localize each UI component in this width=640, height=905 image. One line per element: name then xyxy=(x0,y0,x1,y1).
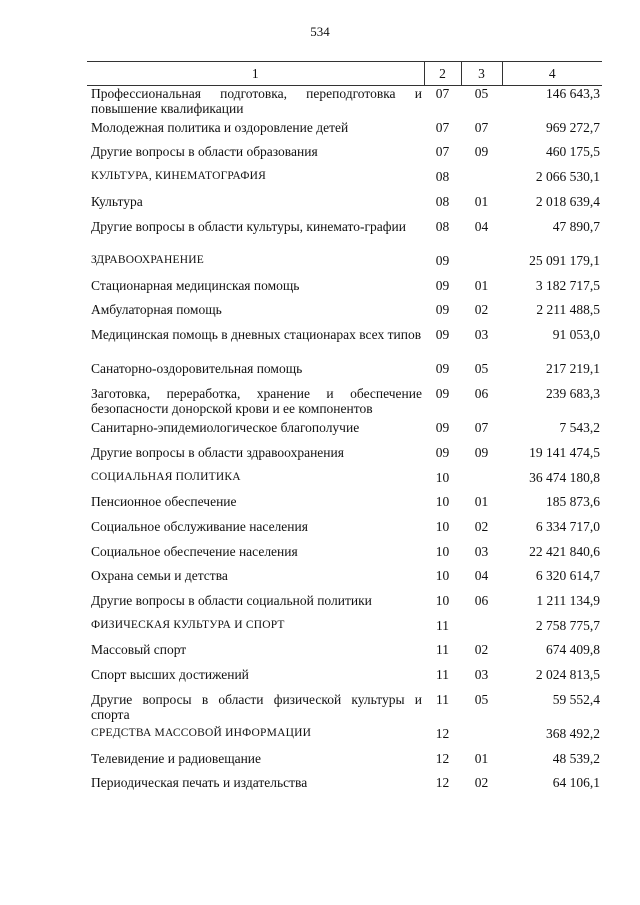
row-section: 11 xyxy=(436,642,449,658)
row-amount: 7 543,2 xyxy=(559,420,600,436)
table-row xyxy=(87,726,602,751)
row-name: Амбулаторная помощь xyxy=(91,302,222,318)
row-section: 07 xyxy=(435,86,450,101)
row-subsection: 05 xyxy=(474,361,489,377)
table-row xyxy=(87,751,602,776)
header-col-1: 1 xyxy=(87,62,424,86)
row-amount: 2 024 813,5 xyxy=(535,667,600,683)
row-amount: 6 320 614,7 xyxy=(535,568,600,584)
row-name: Другие вопросы в области образования xyxy=(91,144,318,160)
row-amount: 1 211 134,9 xyxy=(536,593,600,608)
table-row xyxy=(87,692,602,726)
row-name: Стационарная медицинская помощь xyxy=(91,277,300,293)
table-row xyxy=(87,568,602,593)
row-subsection: 05 xyxy=(474,691,489,707)
row-amount: 2 066 530,1 xyxy=(535,169,600,185)
row-name: Культура xyxy=(91,193,143,209)
row-subsection xyxy=(461,169,502,194)
row-subsection: 01 xyxy=(474,750,489,766)
row-section: 07 xyxy=(435,119,450,135)
row-subsection: 02 xyxy=(474,642,489,658)
row-amount: 460 175,5 xyxy=(546,144,600,160)
row-amount: 22 421 840,6 xyxy=(529,543,600,559)
row-section: 09 xyxy=(435,252,450,268)
table-row xyxy=(87,618,602,643)
row-name: Социальное обеспечение населения xyxy=(91,543,298,559)
row-subsection xyxy=(461,726,502,751)
row-subsection: 01 xyxy=(474,193,489,209)
row-name: ФИЗИЧЕСКАЯ КУЛЬТУРА И СПОРТ xyxy=(91,618,285,631)
row-section: 10 xyxy=(435,518,450,534)
row-amount: 6 334 717,0 xyxy=(535,518,600,534)
row-name: Охрана семьи и детства xyxy=(91,568,228,584)
row-name: СОЦИАЛЬНАЯ ПОЛИТИКА xyxy=(91,470,241,483)
row-subsection: 03 xyxy=(474,326,489,342)
row-section: 08 xyxy=(435,169,450,185)
row-section: 11 xyxy=(436,617,449,633)
row-amount: 185 873,6 xyxy=(546,494,600,510)
table-row xyxy=(87,253,602,278)
table-row xyxy=(87,86,602,120)
row-amount: 3 182 717,5 xyxy=(535,277,600,293)
row-name: Профессиональная подготовка, переподготовка и повышение квалификации xyxy=(91,86,422,116)
row-name: Другие вопросы в области культуры, кинемато-графии xyxy=(91,218,406,234)
row-name: Периодическая печать и издательства xyxy=(91,775,308,791)
row-subsection: 09 xyxy=(474,444,489,460)
row-subsection: 07 xyxy=(474,420,489,436)
row-amount: 91 053,0 xyxy=(552,326,600,342)
row-subsection xyxy=(461,253,502,278)
row-section: 10 xyxy=(435,469,450,485)
row-subsection: 03 xyxy=(474,543,489,559)
table-row xyxy=(87,386,602,420)
table-row xyxy=(87,667,602,692)
header-col-2: 2 xyxy=(424,62,461,86)
table-row xyxy=(87,327,602,361)
row-subsection: 02 xyxy=(474,302,489,318)
row-name: Другие вопросы в области социальной политики xyxy=(91,593,372,608)
row-subsection: 04 xyxy=(474,568,489,584)
row-amount: 674 409,8 xyxy=(546,642,600,658)
row-amount: 25 091 179,1 xyxy=(529,252,600,268)
row-section: 07 xyxy=(435,144,450,160)
row-name: Другие вопросы в области физической культуры и спорта xyxy=(91,691,422,722)
row-section: 09 xyxy=(435,361,450,377)
table-row xyxy=(87,302,602,327)
row-subsection: 06 xyxy=(474,385,489,401)
row-name: Массовый спорт xyxy=(91,642,187,658)
table-row xyxy=(87,120,602,145)
row-subsection: 02 xyxy=(474,518,489,534)
table-row xyxy=(87,144,602,169)
table-row xyxy=(87,470,602,495)
row-amount: 368 492,2 xyxy=(546,726,600,742)
row-name: Санаторно-оздоровительная помощь xyxy=(91,361,303,377)
row-section: 09 xyxy=(435,277,450,293)
row-name: Другие вопросы в области здравоохранения xyxy=(91,444,344,460)
row-amount: 2 211 488,5 xyxy=(536,302,600,318)
table-row xyxy=(87,494,602,519)
row-name: Медицинская помощь в дневных стационарах всех типов xyxy=(91,326,422,342)
row-section: 12 xyxy=(435,726,450,742)
row-name: ЗДРАВООХРАНЕНИЕ xyxy=(91,253,205,266)
row-name: Заготовка, переработка, хранение и обеспечение безопасности донорской крови и ее компонентов xyxy=(91,385,422,416)
row-name: Санитарно-эпидемиологическое благополучие xyxy=(91,420,360,436)
table-row xyxy=(87,593,602,618)
table-row xyxy=(87,194,602,219)
row-section: 09 xyxy=(435,385,450,401)
row-name: Пенсионное обеспечение xyxy=(91,494,237,510)
row-subsection xyxy=(461,618,502,643)
header-row xyxy=(87,62,602,86)
table-header xyxy=(87,62,602,86)
row-section: 11 xyxy=(436,691,449,707)
row-subsection: 06 xyxy=(474,593,489,608)
table-row xyxy=(87,361,602,386)
row-section: 10 xyxy=(435,593,450,608)
row-name: Телевидение и радиовещание xyxy=(91,750,262,766)
row-amount: 48 539,2 xyxy=(552,750,600,766)
row-subsection: 05 xyxy=(474,86,489,101)
row-section: 09 xyxy=(435,420,450,436)
row-subsection: 01 xyxy=(474,494,489,510)
row-section: 10 xyxy=(435,568,450,584)
budget-table xyxy=(87,61,602,800)
row-section: 12 xyxy=(435,750,450,766)
row-amount: 239 683,3 xyxy=(546,385,600,401)
row-subsection: 07 xyxy=(474,119,489,135)
row-amount: 19 141 474,5 xyxy=(529,444,600,460)
row-amount: 47 890,7 xyxy=(552,218,600,234)
row-subsection: 01 xyxy=(474,277,489,293)
table-row xyxy=(87,169,602,194)
row-subsection: 09 xyxy=(474,144,489,160)
page-number: 534 xyxy=(310,24,330,39)
row-amount: 2 758 775,7 xyxy=(535,617,600,633)
row-amount: 217 219,1 xyxy=(546,361,600,377)
table-row xyxy=(87,278,602,303)
row-subsection: 02 xyxy=(474,775,489,791)
table-body xyxy=(87,86,602,801)
row-name: СРЕДСТВА МАССОВОЙ ИНФОРМАЦИИ xyxy=(91,727,312,740)
row-amount: 146 643,3 xyxy=(546,86,600,101)
row-section: 10 xyxy=(435,494,450,510)
row-amount: 969 272,7 xyxy=(546,119,600,135)
row-amount: 64 106,1 xyxy=(552,775,600,791)
row-name: КУЛЬТУРА, КИНЕМАТОГРАФИЯ xyxy=(91,170,266,183)
table-row xyxy=(87,519,602,544)
row-name: Социальное обслуживание населения xyxy=(91,518,308,534)
row-section: 10 xyxy=(435,543,450,559)
row-section: 12 xyxy=(435,775,450,791)
row-amount: 2 018 639,4 xyxy=(535,193,600,209)
table-row xyxy=(87,445,602,470)
header-col-3: 3 xyxy=(461,62,502,86)
row-name: Спорт высших достижений xyxy=(91,667,249,683)
row-section: 08 xyxy=(435,218,450,234)
row-subsection: 03 xyxy=(474,667,489,683)
table-row xyxy=(87,775,602,800)
table-row xyxy=(87,544,602,569)
table-row xyxy=(87,219,602,253)
row-section: 11 xyxy=(436,667,449,683)
row-section: 09 xyxy=(435,326,450,342)
header-col-4: 4 xyxy=(502,62,602,86)
row-name: Молодежная политика и оздоровление детей xyxy=(91,119,349,135)
table-row xyxy=(87,642,602,667)
row-section: 09 xyxy=(435,444,450,460)
row-section: 08 xyxy=(435,193,450,209)
row-subsection xyxy=(461,470,502,495)
row-subsection: 04 xyxy=(474,218,489,234)
row-section: 09 xyxy=(435,302,450,318)
row-amount: 59 552,4 xyxy=(552,691,600,707)
row-amount: 36 474 180,8 xyxy=(529,469,600,485)
table-row xyxy=(87,420,602,445)
